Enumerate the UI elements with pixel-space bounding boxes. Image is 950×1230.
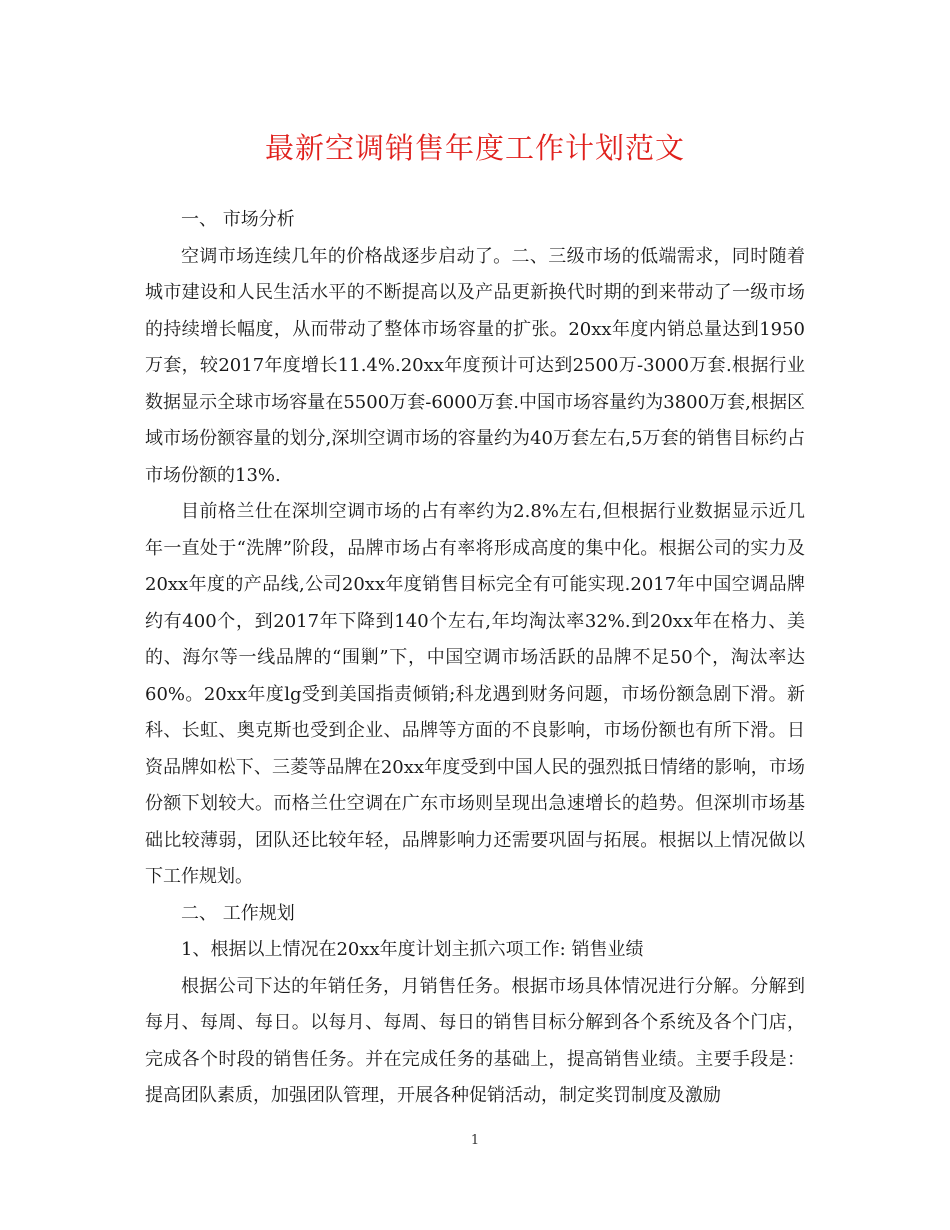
paragraph: 空调市场连续几年的价格战逐步启动了。二、三级市场的低端需求，同时随着城市建设和人民生活水平的不断提高以及产品更新换代时期的到来带动了一级市场的持续增长幅度，从而带动了整体市场容量的扩张。20xx年度内销总量达到1950万套，较2017年度增长11.4%.20xx年度预计可达到2500万-3000万套.根据行业数据显示全球市场容量在5500万套-6000万套.中国市场容量约为3800万套,根据区域市场份额容量的划分,深圳空调市场的容量约为40万套左右,5万套的销售目标约占市场份额的13%. — [145, 245, 805, 486]
section-heading-market-analysis: 一、 市场分析 — [181, 209, 295, 230]
section-heading-work-plan: 二、 工作规划 — [181, 902, 295, 924]
document-title: 最新空调销售年度工作计划范文 — [264, 131, 685, 165]
document-body — [145, 202, 805, 1115]
paragraph: 1、根据以上情况在20xx年度计划主抓六项工作: 销售业绩 — [181, 939, 644, 960]
paragraph: 目前格兰仕在深圳空调市场的占有率约为2.8%左右,但根据行业数据显示近几年一直处于“洗牌”阶段，品牌市场占有率将形成高度的集中化。根据公司的实力及20xx年度的产品线,公司20xx年度销售目标完全有可能实现.2017年中国空调品牌约有400个，到2017年下降到140个左右,年均淘汰率32%.到20xx年在格力、美的、海尔等一线品牌的“围剿”下，中国空调市场活跃的品牌不足50个，淘汰率达60%。20xx年度lg受到美国指责倾销;科龙遇到财务问题，市场份额急剧下滑。新科、长虹、奥克斯也受到企业、品牌等方面的不良影响，市场份额也有所下滑。日资品牌如松下、三菱等品牌在20xx年度受到中国人民的强烈抵日情绪的影响，市场份额下划较大。而格兰仕空调在广东市场则呈现出急速增长的趋势。但深圳市场基础比较薄弱，团队还比较年轻，品牌影响力还需要巩固与拓展。根据以上情况做以下工作规划。 — [145, 501, 805, 887]
paragraph: 根据公司下达的年销任务，月销售任务。根据市场具体情况进行分解。分解到每月、每周、每日。以每月、每周、每日的销售目标分解到各个系统及各个门店，完成各个时段的销售任务。并在完成任务的基础上，提高销售业绩。主要手段是：提高团队素质，加强团队管理，开展各种促销活动，制定奖罚制度及激励 — [145, 975, 805, 1106]
page-number: 1 — [470, 1133, 480, 1148]
